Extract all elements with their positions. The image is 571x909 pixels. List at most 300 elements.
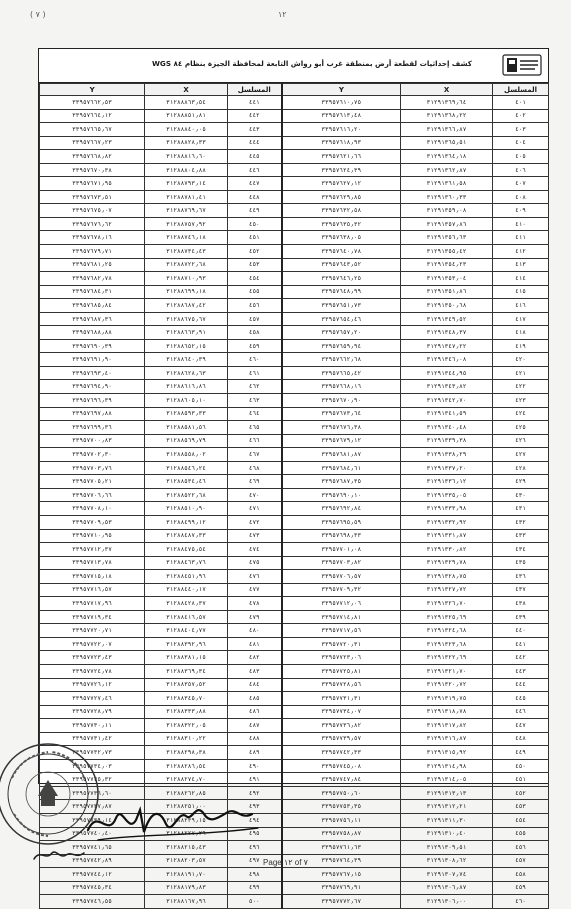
cell-y-left: ٣٣٩٥٧٧٢٧٫٤٦ <box>40 692 145 706</box>
cell-x-right: ٣١٢٩١٣١٠٫٤٠ <box>401 827 493 841</box>
table-row <box>40 231 549 245</box>
cell-x-right: ٣١٢٩١٣٢٥٫٦٩ <box>401 610 493 624</box>
col-header-serial-left: المسلسل <box>228 84 282 96</box>
table-row <box>40 326 549 340</box>
cell-y-left: ٣٣٩٥٧٧٢٠٫٧١ <box>40 624 145 638</box>
cell-y-right: ٣٣٩٥٧٧٥٦٫١١ <box>282 813 401 827</box>
cell-x-right: ٣١٢٩١٣٦٢٫٨٧ <box>401 163 493 177</box>
cell-x-right: ٣١٢٩١٣١٥٫٩٢ <box>401 746 493 760</box>
cell-serial-left: ٤٩٥ <box>228 827 282 841</box>
cell-x-right: ٣١٢٩١٣٠٨٫٦٢ <box>401 854 493 868</box>
cell-x-left: ٣١٢٨٨٥٩٣٫٣٣ <box>145 407 228 421</box>
cell-x-left: ٣١٢٨٨٣٩٢٫٩٦ <box>145 637 228 651</box>
cell-serial-left: ٤٨٠ <box>228 624 282 638</box>
cell-x-left: ٣١٢٨٨٣٢٢٫٠٥ <box>145 719 228 733</box>
cell-serial-right: ٤٥٦ <box>493 841 549 855</box>
cell-y-left: ٣٣٩٥٧٦٨٢٫٧٨ <box>40 272 145 286</box>
cell-serial-right: ٤١٧ <box>493 312 549 326</box>
cell-serial-left: ٤٨٦ <box>228 705 282 719</box>
table-row <box>40 123 549 137</box>
cell-x-right: ٣١٢٩١٣٣٩٫٣٨ <box>401 434 493 448</box>
table-row <box>40 597 549 611</box>
cell-serial-left: ٤٤٤ <box>228 136 282 150</box>
cell-y-right: ٣٣٩٥٧٦٢٤٫٣٩ <box>282 163 401 177</box>
handwritten-signature-icon <box>78 790 278 850</box>
cell-x-right: ٣١٢٩١٣٣٣٫٩٨ <box>401 502 493 516</box>
cell-x-right: ٣١٢٩١٣٤٩٫٥٢ <box>401 312 493 326</box>
cell-serial-right: ٤٣٤ <box>493 543 549 557</box>
cell-serial-right: ٤٢٥ <box>493 421 549 435</box>
table-row <box>40 502 549 516</box>
cell-y-right: ٣٣٩٥٧٦٤٠٫٧٨ <box>282 245 401 259</box>
cell-x-left: ٣١٢٨٨٧٣٤٫٤٣ <box>145 245 228 259</box>
cell-y-left: ٣٣٩٥٧٦٩٤٫٩٠ <box>40 380 145 394</box>
cell-y-left: ٣٣٩٥٧٧٤١٫٦٥ <box>40 841 145 855</box>
cell-serial-right: ٤٢٠ <box>493 353 549 367</box>
cell-serial-left: ٤٩٧ <box>228 854 282 868</box>
cell-x-right: ٣١٢٩١٣٤٣٫٨٢ <box>401 380 493 394</box>
cell-serial-right: ٤٤٥ <box>493 692 549 706</box>
cell-x-right: ٣١٢٩١٣١٣٫١٣ <box>401 786 493 800</box>
cell-serial-right: ٤٣٣ <box>493 529 549 543</box>
cell-y-right: ٣٣٩٥٧٧٥٨٫٨٧ <box>282 827 401 841</box>
cell-y-right: ٣٣٩٥٧٦٣٨٫٠٥ <box>282 231 401 245</box>
table-row <box>40 570 549 584</box>
cell-x-left: ٣١٢٨٨٤٠٤٫٧٧ <box>145 624 228 638</box>
cell-serial-right: ٤٥٩ <box>493 881 549 895</box>
cell-x-right: ٣١٢٩١٣٤٠٫٤٨ <box>401 421 493 435</box>
cell-y-left: ٣٣٩٥٧٧٣٦٫٦٠ <box>40 786 145 800</box>
cell-serial-left: ٤٤٢ <box>228 109 282 123</box>
cell-y-left: ٣٣٩٥٧٦٨٤٫٣١ <box>40 285 145 299</box>
table-row <box>40 353 549 367</box>
cell-y-left: ٣٣٩٥٧٦٧٥٫٠٧ <box>40 204 145 218</box>
cell-serial-right: ٤٣٢ <box>493 515 549 529</box>
cell-y-left: ٣٣٩٥٧٧١٦٫٥٧ <box>40 583 145 597</box>
cell-serial-right: ٤٤١ <box>493 637 549 651</box>
cell-serial-left: ٤٤٧ <box>228 177 282 191</box>
cell-serial-left: ٤٦٣ <box>228 394 282 408</box>
cell-x-right: ٣١٢٩١٣٤٤٫٩٥ <box>401 366 493 380</box>
cell-y-left: ٣٣٩٥٧٧١٩٫٣٤ <box>40 610 145 624</box>
cell-serial-left: ٤٨٩ <box>228 746 282 760</box>
cell-x-left: ٣١٢٨٨٦٤٠٫٣٩ <box>145 353 228 367</box>
cell-y-right: ٣٣٩٥٧٦٦٢٫٦٨ <box>282 353 401 367</box>
table-row <box>40 434 549 448</box>
cell-serial-left: ٤٤٩ <box>228 204 282 218</box>
table-row <box>40 285 549 299</box>
cell-y-right: ٣٣٩٥٧٧٣١٫٣١ <box>282 692 401 706</box>
table-row <box>40 407 549 421</box>
cell-serial-left: ٤٧٢ <box>228 515 282 529</box>
cell-y-right: ٣٣٩٥٧٦٩٥٫٥٩ <box>282 515 401 529</box>
cell-y-right: ٣٣٩٥٧٦٨٧٫٣٥ <box>282 475 401 489</box>
cell-y-left: ٣٣٩٥٧٧٢٨٫٧٩ <box>40 705 145 719</box>
table-row <box>40 299 549 313</box>
cell-serial-right: ٤١٤ <box>493 272 549 286</box>
cell-x-left: ٣١٢٨٨٦٦٣٫٩١ <box>145 326 228 340</box>
cell-y-right: ٣٣٩٥٧٦٤٨٫٩٩ <box>282 285 401 299</box>
cell-y-left: ٣٣٩٥٧٧٠٣٫٧٦ <box>40 461 145 475</box>
cell-x-right: ٣١٢٩١٣١١٫٣٠ <box>401 813 493 827</box>
cell-x-right: ٣١٢٩١٣٣٨٫٢٩ <box>401 448 493 462</box>
cell-x-left: ٣١٢٨٨٥٦٩٫٧٩ <box>145 434 228 448</box>
cell-serial-left: ٤٧٤ <box>228 543 282 557</box>
cell-x-left: ٣١٢٨٨٦١٦٫٨٦ <box>145 380 228 394</box>
cell-y-left: ٣٣٩٥٧٧٣٤٫٠٣ <box>40 759 145 773</box>
table-row <box>40 217 549 231</box>
cell-y-right: ٣٣٩٥٧٦٢٩٫٨٥ <box>282 190 401 204</box>
cell-y-right: ٣٣٩٥٧٧٥٣٫٣٥ <box>282 800 401 814</box>
table-row <box>40 719 549 733</box>
cell-x-left: ٣١٢٨٨٢١٥٫٤٣ <box>145 841 228 855</box>
cell-y-right: ٣٣٩٥٧٧٦٩٫٩١ <box>282 881 401 895</box>
cell-serial-right: ٤١٥ <box>493 285 549 299</box>
cell-y-right: ٣٣٩٥٧٧٧٢٫٦٧ <box>282 895 401 909</box>
cell-x-right: ٣١٢٩١٣٢٧٫٧٢ <box>401 583 493 597</box>
table-row <box>40 339 549 353</box>
cell-y-left: ٣٣٩٥٧٧١٢٫٣٧ <box>40 543 145 557</box>
cell-y-right: ٣٣٩٥٧٧٠٩٫٣٢ <box>282 583 401 597</box>
cell-serial-left: ٤٥١ <box>228 231 282 245</box>
cell-x-left: ٣١٢٨٨٥٨١٫٥٦ <box>145 421 228 435</box>
col-header-x-left: X <box>145 84 228 96</box>
cell-serial-right: ٤٥٧ <box>493 854 549 868</box>
cell-serial-left: ٤٤٣ <box>228 123 282 137</box>
table-row <box>40 515 549 529</box>
page-corner-number: ( ٧ ) <box>30 10 46 19</box>
cell-serial-left: ٤٦٦ <box>228 434 282 448</box>
cell-serial-right: ٤٤٧ <box>493 719 549 733</box>
cell-y-left: ٣٣٩٥٧٧٠٠٫٨٣ <box>40 434 145 448</box>
cell-serial-right: ٤٠٧ <box>493 177 549 191</box>
table-row <box>40 759 549 773</box>
cell-y-right: ٣٣٩٥٧٦٥٤٫٤٦ <box>282 312 401 326</box>
cell-serial-left: ٤٩٢ <box>228 786 282 800</box>
cell-x-left: ٣١٢٨٨٣١٠٫٢٢ <box>145 732 228 746</box>
table-row <box>40 556 549 570</box>
cell-serial-right: ٤٥١ <box>493 773 549 787</box>
table-row <box>40 96 549 110</box>
cell-y-right: ٣٣٩٥٧٧٣٩٫٥٧ <box>282 732 401 746</box>
cell-x-left: ٣١٢٨٨٤٩٩٫١٢ <box>145 515 228 529</box>
cell-y-left: ٣٣٩٥٧٧٢٤٫٧٨ <box>40 664 145 678</box>
cell-serial-right: ٤٠٤ <box>493 136 549 150</box>
cell-y-left: ٣٣٩٥٧٧٣٠٫١١ <box>40 719 145 733</box>
cell-serial-left: ٤٨١ <box>228 637 282 651</box>
cell-y-left: ٣٣٩٥٧٧٢٣٫٤٣ <box>40 651 145 665</box>
cell-y-left: ٣٣٩٥٧٧١٧٫٩٦ <box>40 597 145 611</box>
cell-x-left: ٣١٢٨٨٥١٠٫٩٠ <box>145 502 228 516</box>
cell-serial-right: ٤١٨ <box>493 326 549 340</box>
cell-x-right: ٣١٢٩١٣٤٢٫٧٠ <box>401 394 493 408</box>
cell-y-right: ٣٣٩٥٧٧٥٠٫٦٠ <box>282 786 401 800</box>
cell-x-right: ٣١٢٩١٣٢٠٫٧٢ <box>401 678 493 692</box>
cell-x-left: ٣١٢٨٨٤٥١٫٩٦ <box>145 570 228 584</box>
document-header <box>39 49 548 83</box>
cell-x-left: ٣١٢٨٨٦٥٢٫١٥ <box>145 339 228 353</box>
cell-serial-left: ٤٧٧ <box>228 583 282 597</box>
cell-x-left: ٣١٢٨٨٥٢٢٫٦٨ <box>145 488 228 502</box>
cell-x-left: ٣١٢٨٨٦٠٥٫١٠ <box>145 394 228 408</box>
cell-x-left: ٣١٢٨٨٢٦٢٫٨٥ <box>145 786 228 800</box>
cell-serial-left: ٤٥٠ <box>228 217 282 231</box>
cell-x-right: ٣١٢٩١٣٥٠٫٦٨ <box>401 299 493 313</box>
cell-x-right: ٣١٢٩١٣٢٨٫٧٥ <box>401 570 493 584</box>
table-row <box>40 421 549 435</box>
cell-x-right: ٣١٢٩١٣٦١٫٥٨ <box>401 177 493 191</box>
cell-x-left: ٣١٢٨٨٣٤٥٫٧٠ <box>145 692 228 706</box>
cell-serial-left: ٤٨٥ <box>228 692 282 706</box>
cell-y-left: ٣٣٩٥٧٧٤٦٫٥٥ <box>40 895 145 909</box>
cell-serial-right: ٤٥٣ <box>493 800 549 814</box>
cell-x-left: ٣١٢٨٨٢٢٧٫٢٩ <box>145 827 228 841</box>
cell-y-left: ٣٣٩٥٧٧٠٨٫١٠ <box>40 502 145 516</box>
cell-y-left: ٣٣٩٥٧٦٧٨٫١٦ <box>40 231 145 245</box>
cell-x-right: ٣١٢٩١٣١٦٫٨٧ <box>401 732 493 746</box>
cell-serial-right: ٤١٢ <box>493 245 549 259</box>
cell-x-right: ٣١٢٩١٣٥٩٫٠٨ <box>401 204 493 218</box>
cell-x-left: ٣١٢٨٨٣٦٩٫٣٤ <box>145 664 228 678</box>
cell-x-left: ٣١٢٨٨٥٥٨٫٠٢ <box>145 448 228 462</box>
table-row <box>40 624 549 638</box>
table-row <box>40 475 549 489</box>
cell-x-left: ٣١٢٨٨١٦٧٫٩٦ <box>145 895 228 909</box>
cell-serial-right: ٤٣٨ <box>493 597 549 611</box>
cell-y-right: ٣٣٩٥٧٧١٤٫٨١ <box>282 610 401 624</box>
cell-serial-right: ٤٣٥ <box>493 556 549 570</box>
col-header-y-left: Y <box>40 84 145 96</box>
cell-serial-right: ٤٤٣ <box>493 664 549 678</box>
table-row <box>40 583 549 597</box>
cell-y-left: ٣٣٩٥٧٧٣٢٫٧٣ <box>40 746 145 760</box>
cell-serial-left: ٤٧٥ <box>228 556 282 570</box>
cell-serial-right: ٤٥٨ <box>493 868 549 882</box>
cell-serial-right: ٤٠٩ <box>493 204 549 218</box>
cell-serial-right: ٤٠٣ <box>493 123 549 137</box>
cell-x-left: ٣١٢٨٨٦٢٨٫٦٣ <box>145 366 228 380</box>
cell-serial-left: ٤٤٨ <box>228 190 282 204</box>
cell-serial-left: ٤٤٥ <box>228 150 282 164</box>
coordinates-table <box>39 83 549 909</box>
cell-y-right: ٣٣٩٥٧٧٤٢٫٣٣ <box>282 746 401 760</box>
cell-y-right: ٣٣٩٥٧٧٣٤٫٠٧ <box>282 705 401 719</box>
cell-serial-right: ٤٢٦ <box>493 434 549 448</box>
cell-y-left: ٣٣٩٥٧٧٤٠٫٤٠ <box>40 827 145 841</box>
cell-serial-left: ٤٦١ <box>228 366 282 380</box>
cell-y-left: ٣٣٩٥٧٧٣٩٫١٤ <box>40 813 145 827</box>
cell-x-right: ٣١٢٩١٣٣٧٫٢٠ <box>401 461 493 475</box>
cell-serial-left: ٤٤٦ <box>228 163 282 177</box>
cell-x-left: ٣١٢٨٨٦٧٥٫٦٧ <box>145 312 228 326</box>
cell-serial-right: ٤٣٦ <box>493 570 549 584</box>
cell-serial-right: ٤٥٤ <box>493 813 549 827</box>
table-row <box>40 461 549 475</box>
table-row <box>40 895 549 909</box>
cell-x-left: ٣١٢٨٨٧٤٦٫١٨ <box>145 231 228 245</box>
cell-serial-left: ٤٩٨ <box>228 868 282 882</box>
cell-y-left: ٣٣٩٥٧٧٣١٫٤٢ <box>40 732 145 746</box>
page-top-number: ١٢ <box>278 10 287 19</box>
cell-x-right: ٣١٢٩١٣٠٦٫٨٧ <box>401 881 493 895</box>
cell-x-left: ٣١٢٨٨١٧٩٫٨٣ <box>145 881 228 895</box>
cell-y-left: ٣٣٩٥٧٧٤٥٫٣٤ <box>40 881 145 895</box>
cell-serial-left: ٤٩٤ <box>228 813 282 827</box>
cell-serial-left: ٤٧١ <box>228 502 282 516</box>
cell-y-right: ٣٣٩٥٧٦١٣٫٤٨ <box>282 109 401 123</box>
cell-y-left: ٣٣٩٥٧٦٩١٫٩٠ <box>40 353 145 367</box>
cell-x-left: ٣١٢٨٨٣٥٧٫٥٢ <box>145 678 228 692</box>
cell-y-left: ٣٣٩٥٧٧١٣٫٧٨ <box>40 556 145 570</box>
cell-x-left: ٣١٢٨٨٤٦٣٫٧٦ <box>145 556 228 570</box>
cell-serial-left: ٤٤١ <box>228 96 282 110</box>
cell-serial-left: ٤٨٨ <box>228 732 282 746</box>
cell-y-right: ٣٣٩٥٧٦٤٦٫٢٥ <box>282 272 401 286</box>
cell-x-left: ٣١٢٨٨٤٤٠٫١٧ <box>145 583 228 597</box>
cell-serial-left: ٤٩١ <box>228 773 282 787</box>
cell-y-right: ٣٣٩٥٧٦٣٢٫٥٨ <box>282 204 401 218</box>
cell-serial-right: ٤٤٦ <box>493 705 549 719</box>
cell-y-right: ٣٣٩٥٧٦٩٨٫٣٣ <box>282 529 401 543</box>
cell-serial-left: ٤٥٥ <box>228 285 282 299</box>
cell-serial-right: ٤٢٧ <box>493 448 549 462</box>
cell-x-right: ٣١٢٩١٣١٢٫٢١ <box>401 800 493 814</box>
cell-y-left: ٣٣٩٥٧٧٠٦٫٦٦ <box>40 488 145 502</box>
cell-x-left: ٣١٢٨٨٦٩٩٫١٨ <box>145 285 228 299</box>
table-row <box>40 448 549 462</box>
cell-serial-right: ٤٠١ <box>493 96 549 110</box>
table-row <box>40 692 549 706</box>
cell-x-right: ٣١٢٩١٣٦٠٫٣٣ <box>401 190 493 204</box>
table-row <box>40 678 549 692</box>
cell-x-left: ٣١٢٨٨٤٧٥٫٥٤ <box>145 543 228 557</box>
cell-y-right: ٣٣٩٥٧٧١٢٫٠٦ <box>282 597 401 611</box>
cell-y-left: ٣٣٩٥٧٧٢٦٫١٢ <box>40 678 145 692</box>
cell-x-right: ٣١٢٩١٣٠٦٫٠٠ <box>401 895 493 909</box>
cell-x-right: ٣١٢٩١٣٥٣٫٠٤ <box>401 272 493 286</box>
table-row <box>40 245 549 259</box>
cell-y-right: ٣٣٩٥٧٦٥١٫٧٣ <box>282 299 401 313</box>
cell-x-left: ٣١٢٨٨٣٨١٫١٥ <box>145 651 228 665</box>
cell-serial-right: ٤١٣ <box>493 258 549 272</box>
table-row <box>40 746 549 760</box>
cell-x-left: ٣١٢٨٨٧١٠٫٩٣ <box>145 272 228 286</box>
table-header-row <box>40 84 549 96</box>
cell-serial-right: ٤٦٠ <box>493 895 549 909</box>
cell-y-left: ٣٣٩٥٧٦٨١٫٢٥ <box>40 258 145 272</box>
cell-y-left: ٣٣٩٥٧٦٧٣٫٥١ <box>40 190 145 204</box>
cell-y-right: ٣٣٩٥٧٧١٧٫٥٦ <box>282 624 401 638</box>
cell-serial-right: ٤١١ <box>493 231 549 245</box>
col-header-x-right: X <box>401 84 493 96</box>
cell-serial-right: ٤٢٢ <box>493 380 549 394</box>
cell-x-right: ٣١٢٩١٣٥١٫٨٦ <box>401 285 493 299</box>
col-header-y-right: Y <box>282 84 401 96</box>
cell-serial-left: ٤٦٩ <box>228 475 282 489</box>
cell-serial-left: ٤٥٨ <box>228 326 282 340</box>
cell-serial-left: ٤٥٤ <box>228 272 282 286</box>
cell-y-right: ٣٣٩٥٧٦٤٣٫٥٢ <box>282 258 401 272</box>
cell-x-right: ٣١٢٩١٣٢٦٫٧٠ <box>401 597 493 611</box>
table-row <box>40 773 549 787</box>
cell-y-right: ٣٣٩٥٧٧٦١٫٦٣ <box>282 841 401 855</box>
authority-logo-icon <box>502 54 542 76</box>
cell-x-left: ٣١٢٨٨٧٦٩٫٦٧ <box>145 204 228 218</box>
cell-serial-left: ٤٩٩ <box>228 881 282 895</box>
cell-serial-right: ٤٠٢ <box>493 109 549 123</box>
cell-x-left: ٣١٢٨٨٣٣٣٫٨٨ <box>145 705 228 719</box>
cell-x-left: ٣١٢٨٨٢٩٨٫٣٨ <box>145 746 228 760</box>
cell-y-left: ٣٣٩٥٧٦٨٧٫٣٦ <box>40 312 145 326</box>
cell-serial-right: ٤٤٢ <box>493 651 549 665</box>
cell-x-right: ٣١٢٩١٣٦٦٫٨٧ <box>401 123 493 137</box>
cell-x-left: ٣١٢٨٨٥٤٦٫٢٤ <box>145 461 228 475</box>
cell-serial-left: ٤٧٠ <box>228 488 282 502</box>
cell-serial-right: ٤٥٥ <box>493 827 549 841</box>
cell-y-right: ٣٣٩٥٧٦٧٣٫٦٤ <box>282 407 401 421</box>
cell-x-right: ٣١٢٩١٣٤٨٫٣٧ <box>401 326 493 340</box>
cell-x-right: ٣١٢٩١٣٢٣٫٦٨ <box>401 637 493 651</box>
cell-serial-right: ٤١٠ <box>493 217 549 231</box>
cell-x-left: ٣١٢٨٨٨١٦٫٦٠ <box>145 150 228 164</box>
table-row <box>40 610 549 624</box>
cell-serial-left: ٤٧٣ <box>228 529 282 543</box>
cell-x-right: ٣١٢٩١٣١٤٫٩٨ <box>401 759 493 773</box>
cell-y-right: ٣٣٩٥٧٧٠٣٫٨٢ <box>282 556 401 570</box>
cell-x-right: ٣١٢٩١٣٢٤٫٦٨ <box>401 624 493 638</box>
cell-y-right: ٣٣٩٥٧٦٨١٫٨٧ <box>282 448 401 462</box>
cell-y-right: ٣٣٩٥٧٧٢٠٫٣١ <box>282 637 401 651</box>
cell-y-left: ٣٣٩٥٧٧١٥٫١٨ <box>40 570 145 584</box>
cell-y-left: ٣٣٩٥٧٦٩٩٫٣٦ <box>40 421 145 435</box>
cell-x-right: ٣١٢٩١٣٥٦٫٦٣ <box>401 231 493 245</box>
cell-x-left: ٣١٢٨٨٢٠٣٫٥٧ <box>145 854 228 868</box>
table-row <box>40 150 549 164</box>
cell-serial-left: ٤٧٦ <box>228 570 282 584</box>
document-title: كشف إحداثيات لقطعة أرض بمنطقة غرب أبو رواش التابعة لمحافظة الجيزة بنظام ٨٤ WGS <box>152 59 472 68</box>
table-row <box>40 529 549 543</box>
cell-serial-left: ٤٥٣ <box>228 258 282 272</box>
cell-y-right: ٣٣٩٥٧٧٢٨٫٥٦ <box>282 678 401 692</box>
cell-y-right: ٣٣٩٥٧٦٧٦٫٣٨ <box>282 421 401 435</box>
cell-serial-right: ٤١٩ <box>493 339 549 353</box>
cell-y-left: ٣٣٩٥٧٦٩٠٫٣٩ <box>40 339 145 353</box>
cell-y-right: ٣٣٩٥٧٧٠٦٫٥٧ <box>282 570 401 584</box>
cell-x-right: ٣١٢٩١٣٣٦٫١٢ <box>401 475 493 489</box>
cell-serial-right: ٤١٦ <box>493 299 549 313</box>
cell-y-right: ٣٣٩٥٧٦٢٧٫١٢ <box>282 177 401 191</box>
cell-serial-left: ٤٩٠ <box>228 759 282 773</box>
table-row <box>40 868 549 882</box>
cell-y-right: ٣٣٩٥٧٦٥٧٫٢٠ <box>282 326 401 340</box>
cell-serial-right: ٤٣٠ <box>493 488 549 502</box>
cell-y-right: ٣٣٩٥٧٦١٨٫٩٣ <box>282 136 401 150</box>
cell-serial-left: ٤٨٤ <box>228 678 282 692</box>
cell-y-right: ٣٣٩٥٧٦٧٠٫٩٠ <box>282 394 401 408</box>
cell-serial-left: ٤٦٤ <box>228 407 282 421</box>
table-row <box>40 163 549 177</box>
cell-serial-right: ٤٤٩ <box>493 746 549 760</box>
cell-serial-left: ٥٠٠ <box>228 895 282 909</box>
cell-serial-right: ٤٣٧ <box>493 583 549 597</box>
cell-y-left: ٣٣٩٥٧٦٦٤٫١٢ <box>40 109 145 123</box>
cell-x-right: ٣١٢٩١٣٠٩٫٥١ <box>401 841 493 855</box>
cell-y-right: ٣٣٩٥٧٧٦٧٫١٥ <box>282 868 401 882</box>
cell-serial-right: ٤٤٠ <box>493 624 549 638</box>
cell-y-left: ٣٣٩٥٧٧٣٥٫٣٢ <box>40 773 145 787</box>
cell-x-left: ٣١٢٨٨٦٨٧٫٤٢ <box>145 299 228 313</box>
cell-y-left: ٣٣٩٥٧٦٨٨٫٨٨ <box>40 326 145 340</box>
